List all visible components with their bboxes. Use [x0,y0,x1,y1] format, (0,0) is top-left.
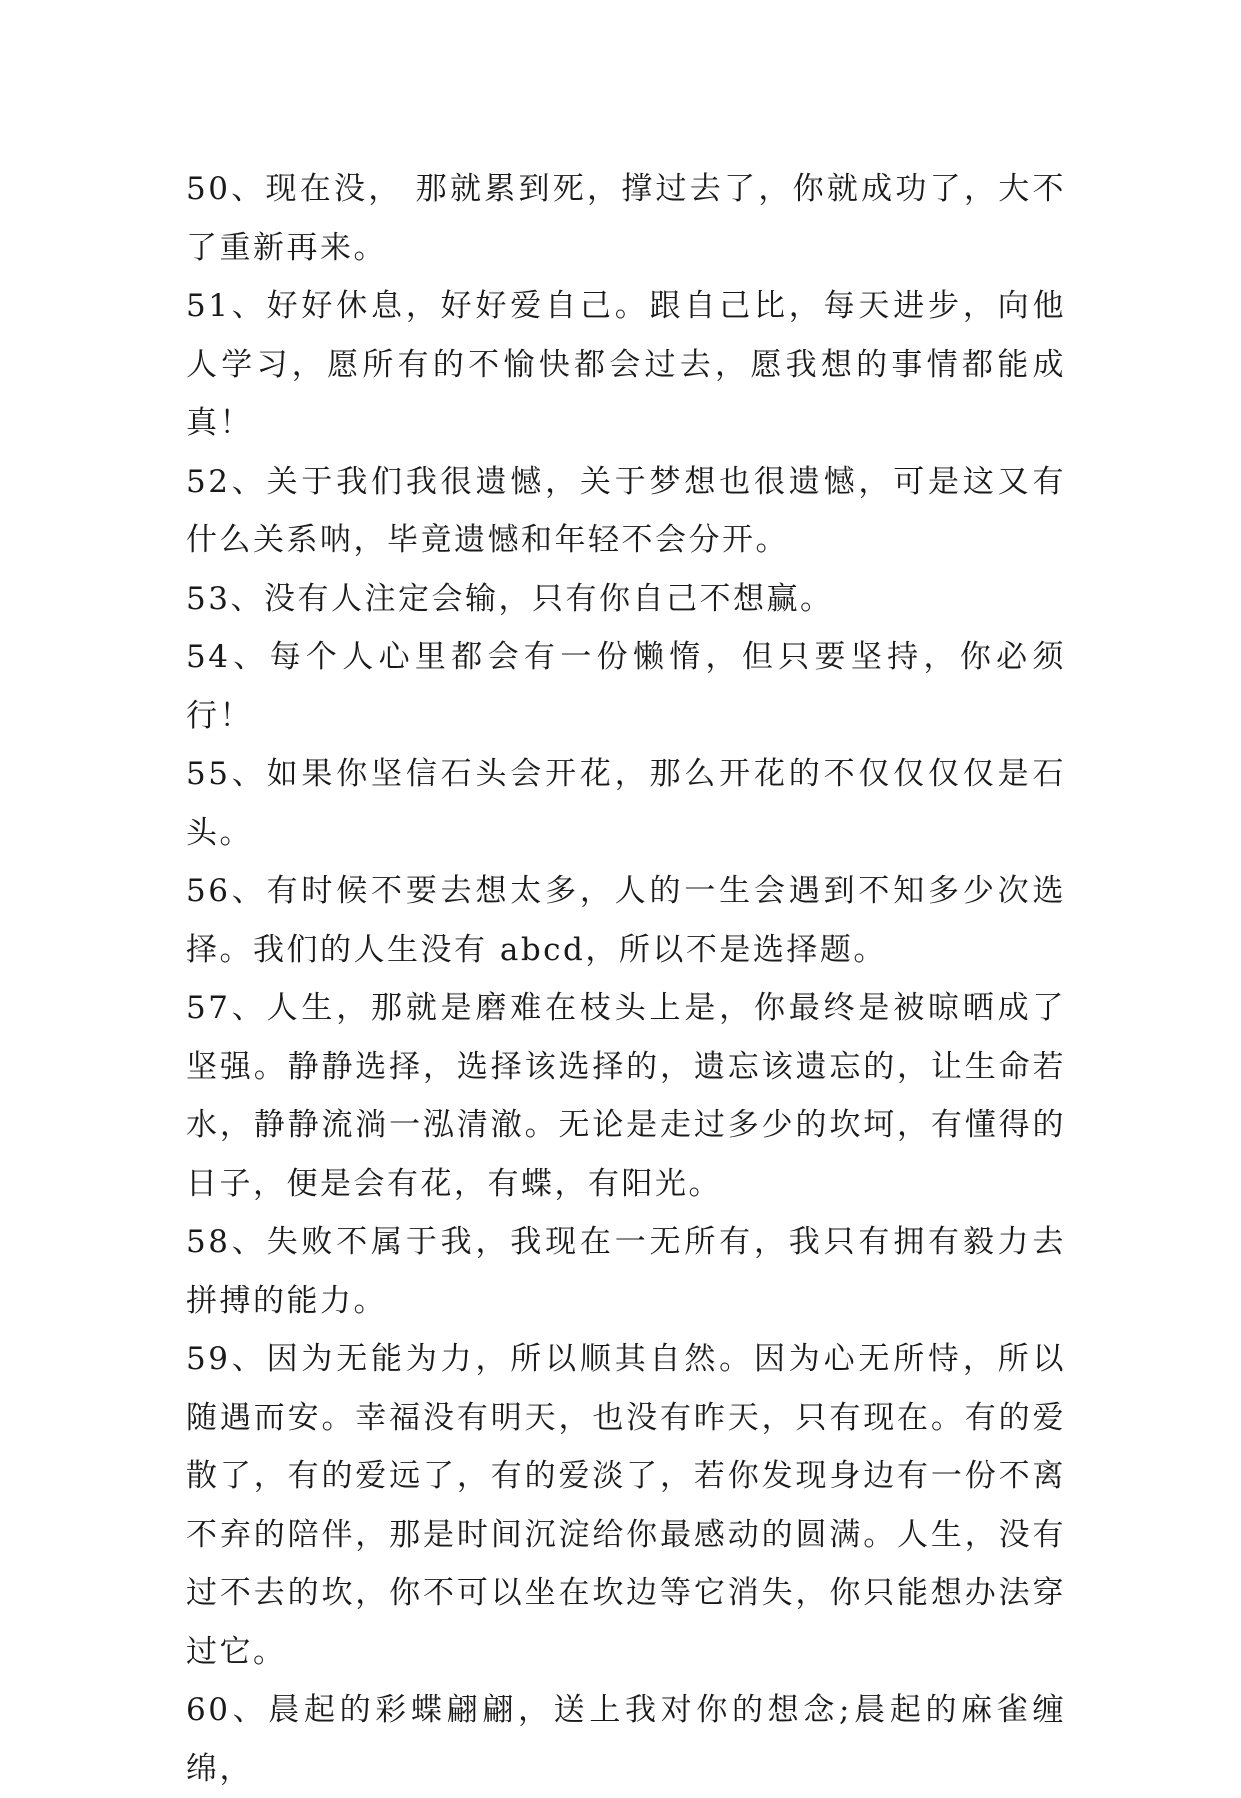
entry-55: 55、如果你坚信石头会开花，那么开花的不仅仅仅仅是石头。 [186,756,1066,851]
entry-54: 54、每个人心里都会有一份懒惰，但只要坚持，你必须行！ [186,639,1066,734]
entry-57: 57、人生，那就是磨难在枝头上是，你最终是被晾晒成了坚强。静静选择，选择该选择的，遗忘该遗忘的，让生命若水，静静流淌一泓清澈。无论是走过多少的坎坷，有懂得的日子，便是会有花，有蝶，有阳光。 [186,990,1066,1202]
entry-56: 56、有时候不要去想太多，人的一生会遇到不知多少次选择。我们的人生没有 abcd，所以不是选择题。 [186,873,1066,968]
entry-59: 59、因为无能为力，所以顺其自然。因为心无所恃，所以随遇而安。幸福没有明天，也没有昨天，只有现在。有的爱散了，有的爱远了，有的爱淡了，若你发现身边有一份不离不弃的陪伴，那是时间沉淀给你最感动的圆满。人生，没有过不去的坎，你不可以坐在坎边等它消失，你只能想办法穿过它。 [186,1341,1066,1670]
entry-51: 51、好好休息，好好爱自己。跟自己比，每天进步，向他人学习，愿所有的不愉快都会过去，愿我想的事情都能成真！ [186,288,1066,441]
entry-50: 50、现在没， 那就累到死，撑过去了，你就成功了，大不了重新再来。 [186,171,1066,266]
entry-52: 52、关于我们我很遗憾，关于梦想也很遗憾，可是这又有什么关系呐，毕竟遗憾和年轻不会分开。 [186,463,1066,558]
entry-58: 58、失败不属于我，我现在一无所有，我只有拥有毅力去拼搏的能力。 [186,1224,1066,1319]
entry-60: 60、晨起的彩蝶翩翩，送上我对你的想念;晨起的麻雀缠绵， [186,1692,1066,1787]
document-body [186,160,1066,1798]
entry-53: 53、没有人注定会输，只有你自己不想赢。 [186,580,834,617]
